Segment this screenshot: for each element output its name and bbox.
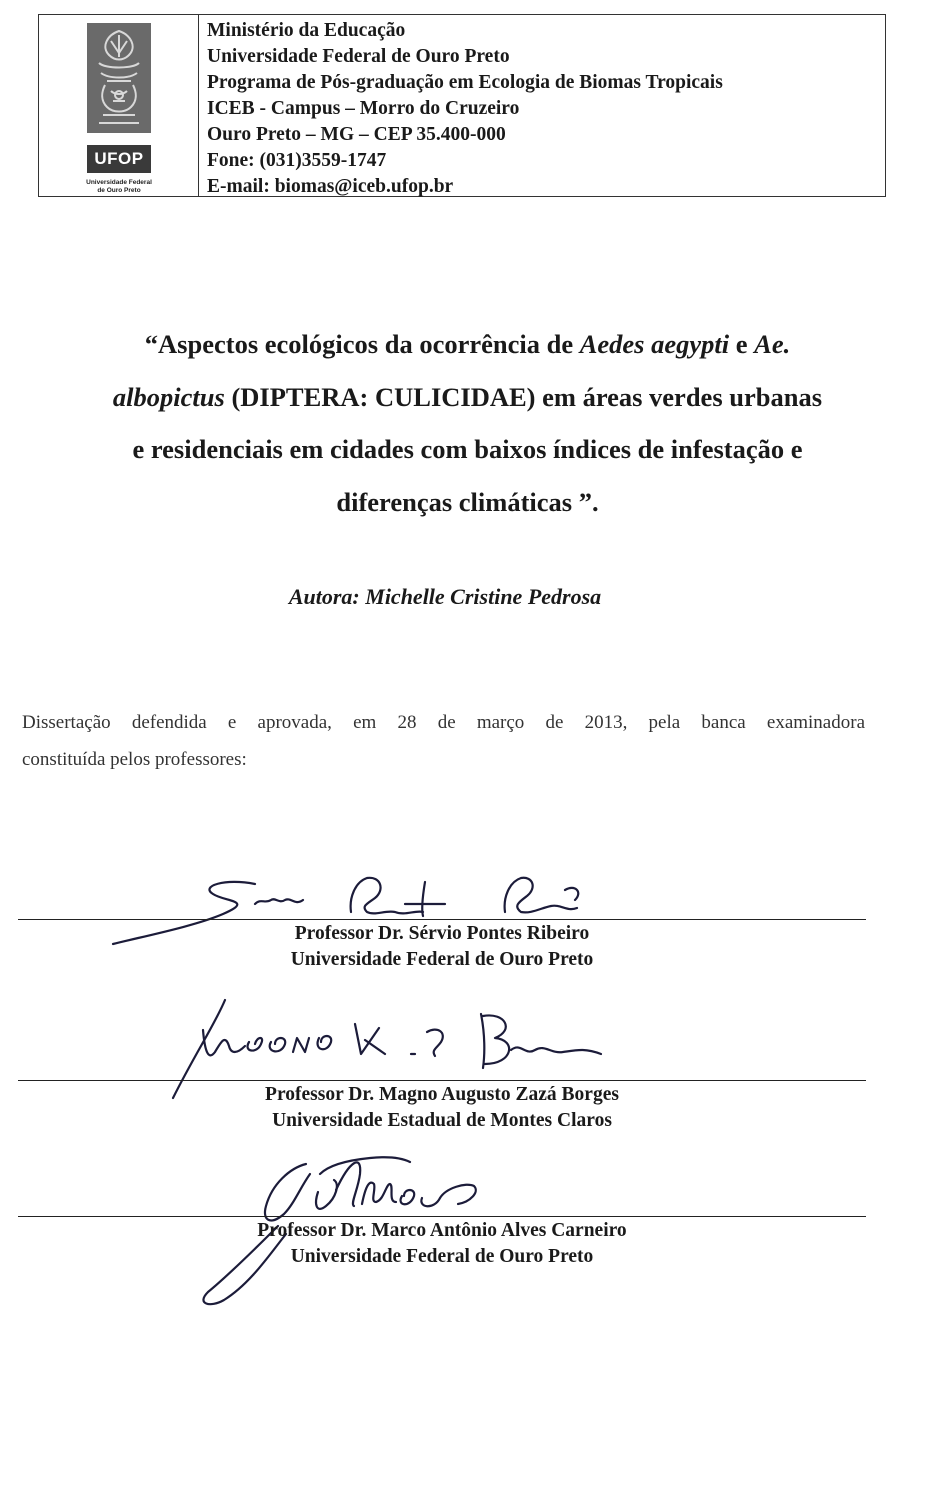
logo-caption-line: Universidade Federal (86, 179, 152, 186)
member-institution: Universidade Estadual de Montes Claros (272, 1110, 612, 1131)
member-name: Professor Dr. Marco Antônio Alves Carneiro (257, 1220, 627, 1241)
title-line: diferenças climáticas ”. (336, 486, 599, 517)
title-text: “Aspectos ecológicos da ocorrência de (144, 329, 580, 359)
approval-statement (22, 704, 865, 778)
title-line: e residenciais em cidades com baixos índices de infestação e (132, 434, 803, 464)
title-text: e (729, 329, 755, 359)
signature-line (18, 919, 866, 920)
title-line (20, 318, 915, 371)
logo-caption-line: de Ouro Preto (97, 187, 141, 194)
title-line (20, 371, 915, 424)
header-email: E-mail: biomas@iceb.ufop.br (207, 176, 454, 197)
ufop-badge: UFOP (87, 145, 151, 173)
signature-line (18, 1216, 866, 1217)
title-text: (DIPTERA: CULICIDAE) em áreas verdes urbanas (224, 381, 823, 412)
header-text (199, 15, 723, 196)
dissertation-title (20, 318, 915, 528)
header-phone: Fone: (031)3559-1747 (207, 150, 387, 171)
ufop-logo (39, 15, 199, 196)
header-university: Universidade Federal de Ouro Preto (207, 46, 510, 67)
member-institution: Universidade Federal de Ouro Preto (290, 1246, 594, 1267)
member-institution: Universidade Federal de Ouro Preto (290, 949, 594, 970)
committee-member (18, 1218, 866, 1270)
ufop-emblem-icon (87, 23, 151, 133)
statement-line: constituída pelos professores: (22, 749, 247, 770)
signature-line (18, 1080, 866, 1081)
committee-member (18, 921, 866, 973)
species-name: Aedes aegypti (579, 329, 730, 359)
institution-header (38, 14, 886, 197)
member-name: Professor Dr. Magno Augusto Zazá Borges (265, 1084, 619, 1105)
species-name: Ae. (754, 329, 791, 359)
species-name: albopictus (112, 381, 225, 412)
author-line: Autora: Michelle Cristine Pedrosa (288, 584, 602, 609)
header-ministry: Ministério da Educação (207, 20, 406, 41)
member-name: Professor Dr. Sérvio Pontes Ribeiro (294, 923, 590, 944)
logo-caption (59, 179, 179, 195)
header-address: Ouro Preto – MG – CEP 35.400-000 (207, 124, 506, 145)
header-program: Programa de Pós-graduação em Ecologia de Biomas Tropicais (207, 72, 723, 93)
statement-line: Dissertação defendida e aprovada, em 28 de março de 2013, pela banca examinadora (22, 712, 865, 733)
committee-member (18, 1082, 866, 1134)
header-campus: ICEB - Campus – Morro do Cruzeiro (207, 98, 520, 119)
